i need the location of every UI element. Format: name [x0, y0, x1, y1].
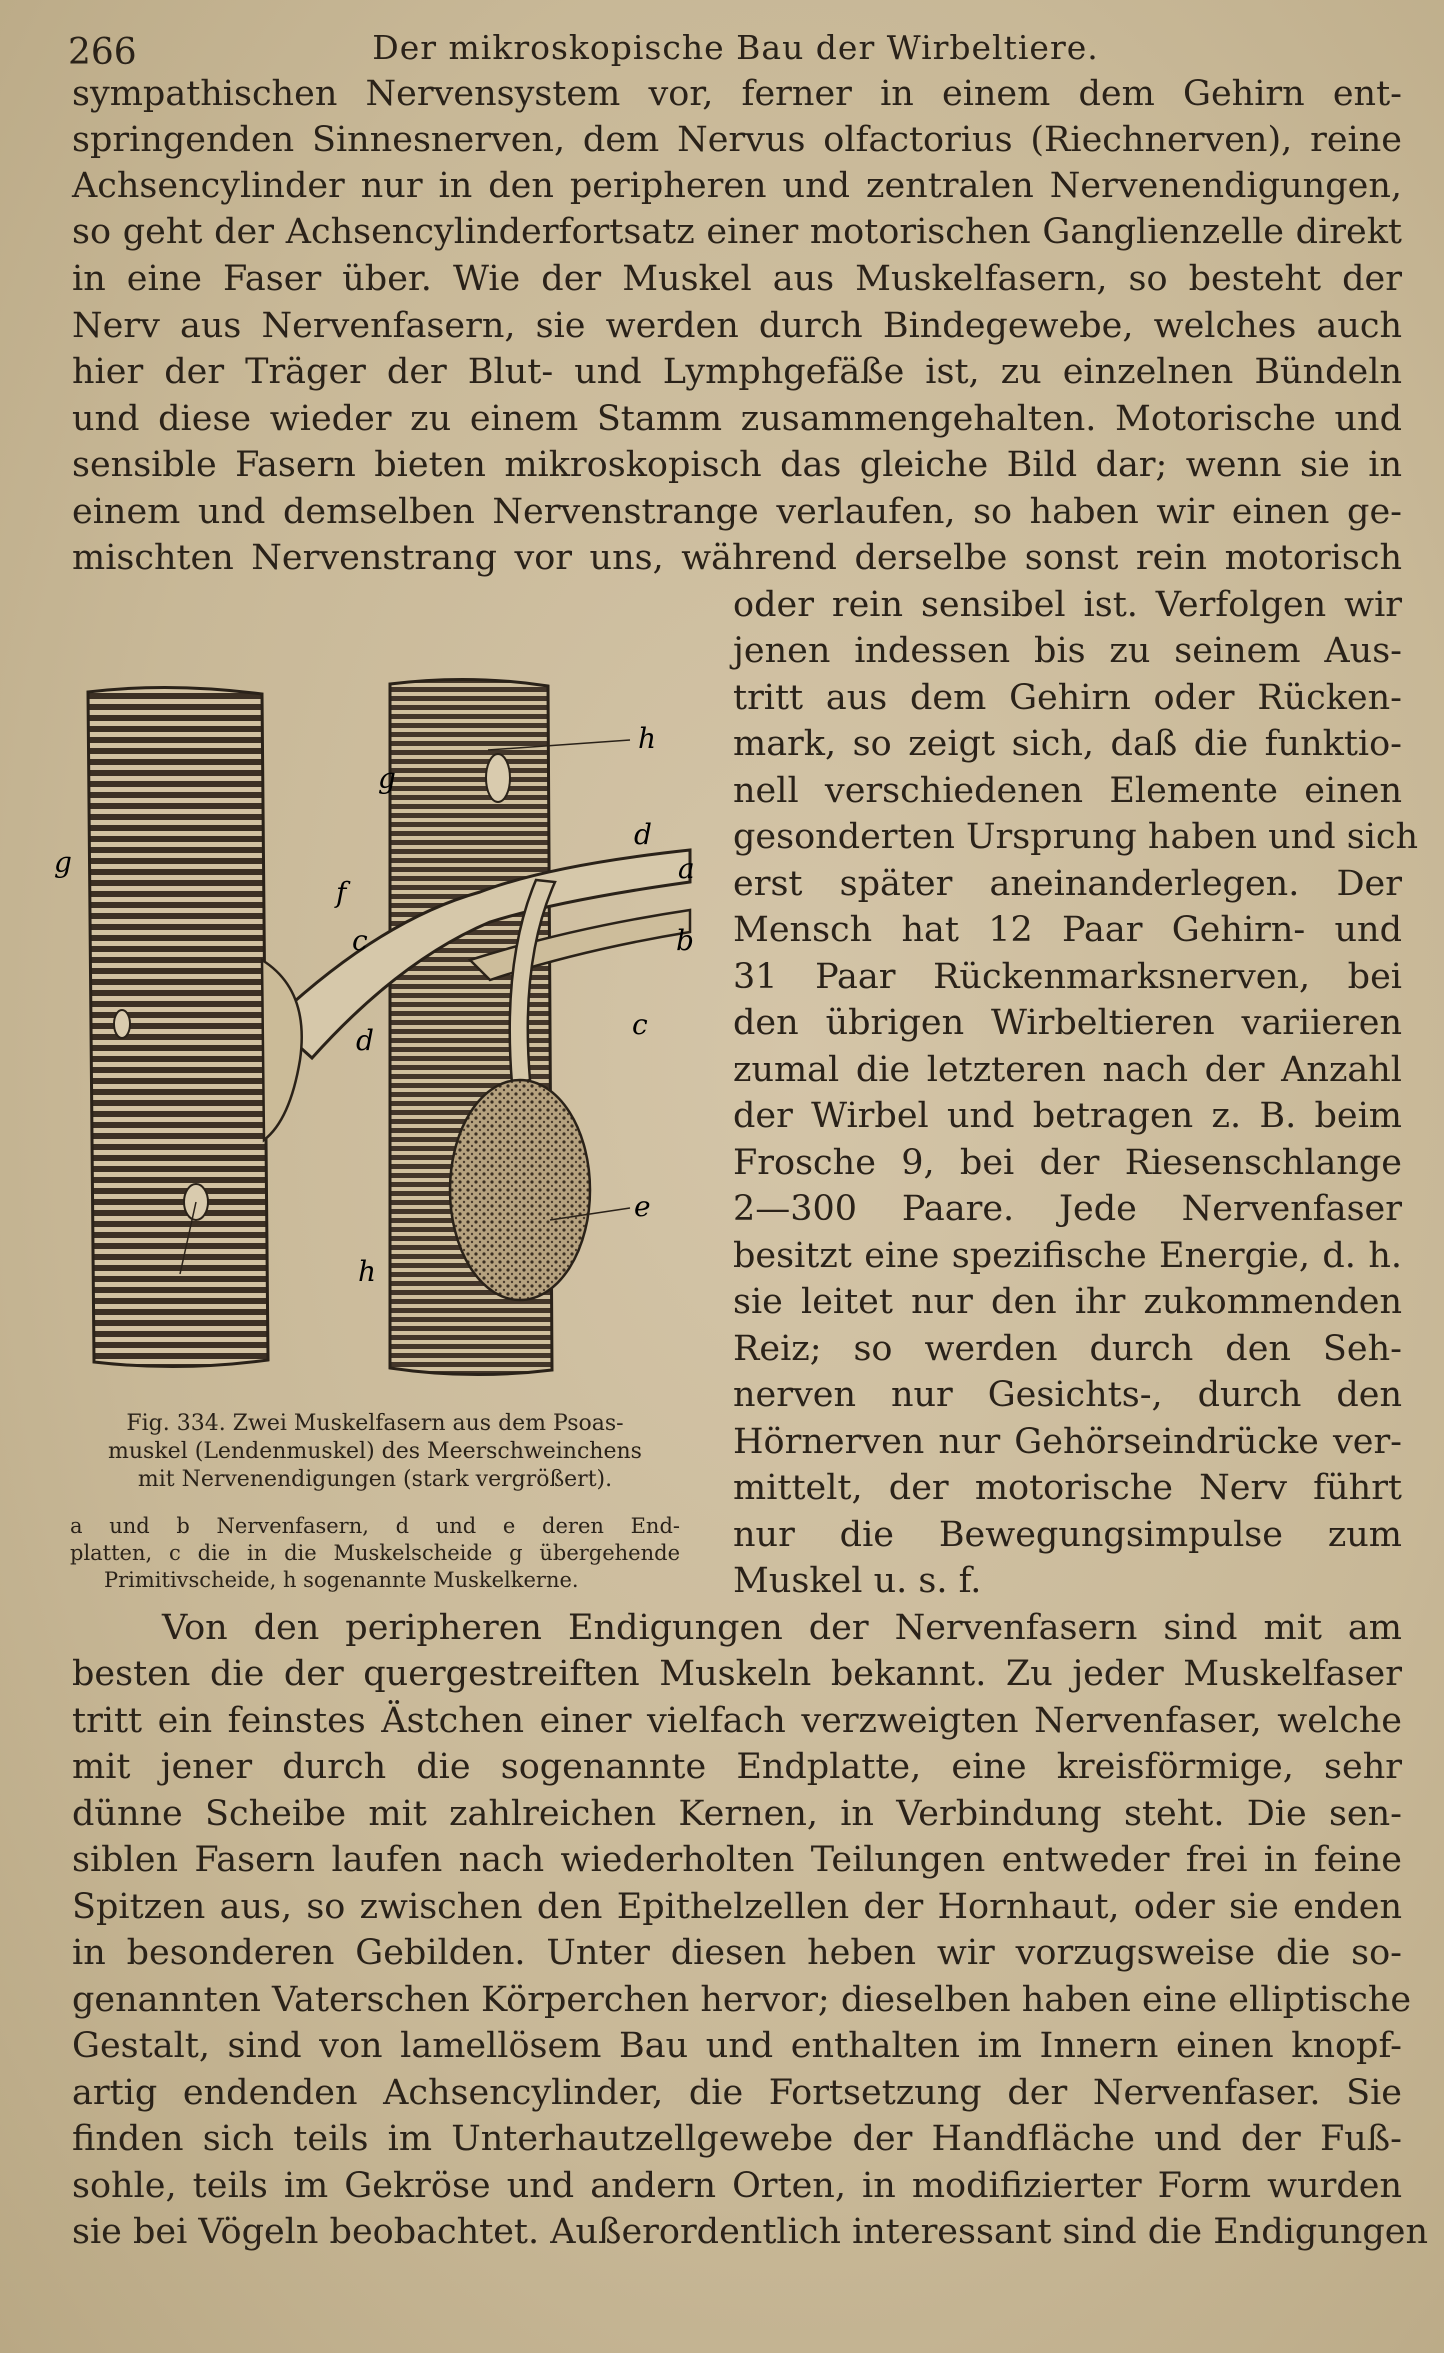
caption-line: mit Nervenendigungen (stark vergrößert). — [137, 1467, 613, 1492]
text-line: genannten Vaterschen Körperchen hervor; dieselben haben eine elliptische — [72, 1980, 1412, 2020]
figure-label: c — [352, 924, 368, 957]
figure-label: f — [336, 876, 347, 909]
legend-line: platten, c die in die Muskelscheide g übergehende — [70, 1541, 680, 1565]
legend-line: a und b Nervenfasern, d und e deren End- — [70, 1514, 680, 1538]
text-line: besten die der quergestreiften Muskeln bekannt. Zu jeder Muskelfaser — [72, 1654, 1402, 1694]
text-line: in besonderen Gebilden. Unter diesen heben wir vorzugsweise die so- — [72, 1933, 1402, 1973]
text-line: Frosche 9, bei der Riesenschlange — [733, 1143, 1402, 1183]
text-line: dünne Scheibe mit zahlreichen Kernen, in Verbindung steht. Die sen- — [72, 1794, 1402, 1834]
text-line: mark, so zeigt sich, daß die funktio- — [733, 724, 1402, 764]
figure-label: g — [378, 762, 396, 795]
text-line: tritt ein feinstes Ästchen einer vielfach verzweigten Nervenfaser, welche — [72, 1701, 1402, 1741]
text-line: oder rein sensibel ist. Verfolgen wir — [733, 585, 1402, 625]
text-line: sensible Fasern bieten mikroskopisch das gleiche Bild dar; wenn sie in — [72, 445, 1402, 485]
text-line: erst später aneinanderlegen. Der — [733, 864, 1402, 904]
figure-caption — [70, 1410, 680, 1494]
page-number: 266 — [68, 32, 137, 73]
text-line: springenden Sinnesnerven, dem Nervus olfactorius (Riechnerven), reine — [72, 120, 1402, 160]
text-line: Spitzen aus, so zwischen den Epithelzellen der Hornhaut, oder sie enden — [72, 1887, 1402, 1927]
caption-line: Fig. 334. Zwei Muskelfasern aus dem Psoas- — [126, 1411, 624, 1436]
text-line: den übrigen Wirbeltieren variieren — [733, 1003, 1402, 1043]
figure-label: e — [634, 1190, 651, 1223]
figure-legend — [70, 1513, 680, 1594]
text-line: nerven nur Gesichts-, durch den — [733, 1375, 1402, 1415]
figure-label: d — [356, 1024, 374, 1057]
text-line: mittelt, der motorische Nerv führt — [733, 1468, 1402, 1508]
figure-label: g — [54, 846, 72, 879]
text-line: so geht der Achsencylinderfortsatz einer motorischen Ganglienzelle direkt — [72, 212, 1402, 252]
figure-label: c — [632, 1008, 648, 1041]
text-line: einem und demselben Nervenstrange verlaufen, so haben wir einen ge- — [72, 492, 1402, 532]
text-line: der Wirbel und betragen z. B. beim — [733, 1096, 1402, 1136]
text-line: 2—300 Paare. Jede Nervenfaser — [733, 1189, 1402, 1229]
text-line: sohle, teils im Gekröse und andern Orten, in modifizierter Form wurden — [72, 2166, 1402, 2206]
text-line: Gestalt, sind von lamellösem Bau und enthalten im Innern einen knopf- — [72, 2026, 1402, 2066]
text-line: sie leitet nur den ihr zukommenden — [733, 1282, 1402, 1322]
text-line: und diese wieder zu einem Stamm zusammengehalten. Motorische und — [72, 399, 1402, 439]
text-line: Mensch hat 12 Paar Gehirn- und — [733, 910, 1402, 950]
text-line: Hörnerven nur Gehörseindrücke ver- — [733, 1422, 1402, 1462]
figure-label: h — [638, 722, 657, 755]
text-line: nell verschiedenen Elemente einen — [733, 771, 1402, 811]
text-line: siblen Fasern laufen nach wiederholten Teilungen entweder frei in feine — [72, 1840, 1402, 1880]
text-line: besitzt eine spezifische Energie, d. h. — [733, 1236, 1402, 1276]
text-line: mit jener durch die sogenannte Endplatte, eine kreisförmige, sehr — [72, 1747, 1402, 1787]
legend-line: Primitivscheide, h sogenannte Muskelkerne. — [104, 1568, 579, 1592]
text-line: jenen indessen bis zu seinem Aus- — [733, 631, 1402, 671]
figure-label: d — [634, 818, 652, 851]
text-line: nur die Bewegungsimpulse zum — [733, 1515, 1402, 1555]
caption-line: muskel (Lendenmuskel) des Meerschweinchens — [108, 1439, 642, 1464]
text-line: Achsencylinder nur in den peripheren und zentralen Nervenendigungen, — [72, 166, 1402, 206]
text-line: hier der Träger der Blut- und Lymphgefäße ist, zu einzelnen Bündeln — [72, 352, 1402, 392]
text-line: gesonderten Ursprung haben und sich — [733, 817, 1419, 857]
muscle-fiber-illustration — [50, 660, 700, 1400]
text-line: Reiz; so werden durch den Seh- — [733, 1329, 1402, 1369]
text-line: tritt aus dem Gehirn oder Rücken- — [733, 678, 1402, 718]
figure-label: a — [678, 852, 695, 885]
text-line: mischten Nervenstrang vor uns, während derselbe sonst rein motorisch — [72, 538, 1402, 578]
text-line: finden sich teils im Unterhautzellgewebe der Handfläche und der Fuß- — [72, 2119, 1402, 2159]
text-line: sympathischen Nervensystem vor, ferner in einem dem Gehirn ent- — [72, 74, 1402, 114]
text-line: Nerv aus Nervenfasern, sie werden durch Bindegewebe, welches auch — [72, 306, 1402, 346]
figure-label: b — [676, 924, 694, 957]
text-line: in eine Faser über. Wie der Muskel aus Muskelfasern, so besteht der — [72, 259, 1402, 299]
text-line: artig endenden Achsencylinder, die Fortsetzung der Nervenfaser. Sie — [72, 2073, 1402, 2113]
figure-label: h — [358, 1255, 377, 1288]
text-line: sie bei Vögeln beobachtet. Außerordentlich interessant sind die Endigungen — [72, 2212, 1429, 2252]
running-title: Der mikroskopische Bau der Wirbeltiere. — [372, 28, 1099, 67]
text-line: Von den peripheren Endigungen der Nervenfasern sind mit am — [162, 1608, 1402, 1648]
text-line: zumal die letzteren nach der Anzahl — [733, 1050, 1402, 1090]
text-line: Muskel u. s. f. — [733, 1561, 982, 1601]
text-line: 31 Paar Rückenmarksnerven, bei — [733, 957, 1402, 997]
